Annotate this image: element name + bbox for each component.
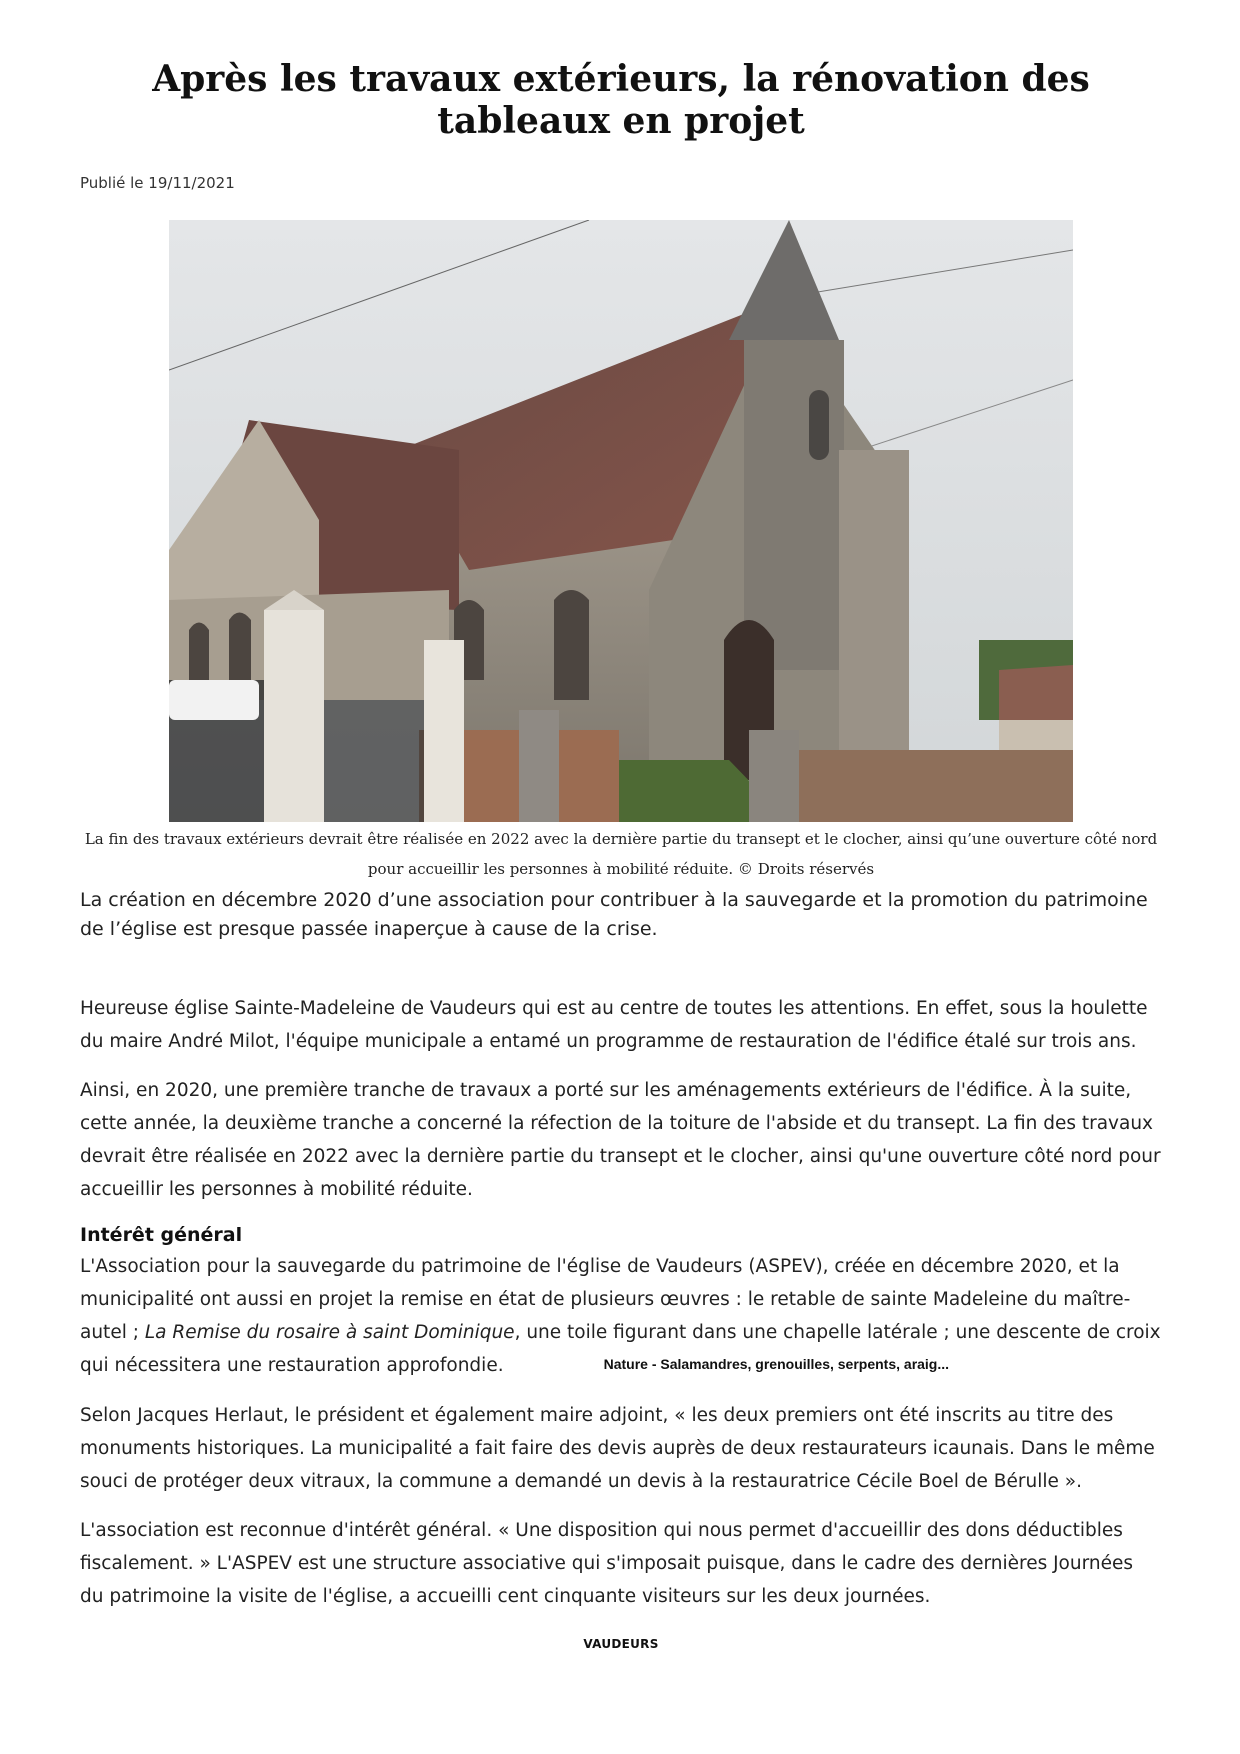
church-photo bbox=[169, 220, 1073, 822]
paragraph-2: Ainsi, en 2020, une première tranche de travaux a porté sur les aménagements extérieurs de l'édifice. À la suite, cette année, la deuxième tranche a concerné la réfection de la toiture de l'abside et du transept. La fin des travaux devrait être réalisée en 2022 avec la dernière partie du transept et le clocher, ainsi qu'une ouverture côté nord pour accueillir les personnes à mobilité réduite. bbox=[80, 1080, 1161, 1200]
promo-link[interactable]: Nature - Salamandres, grenouilles, serpents, araig... bbox=[603, 1356, 950, 1372]
photo-caption: La fin des travaux extérieurs devrait être réalisée en 2022 avec la dernière partie du transept et le clocher, ainsi qu’une ouverture côté nord pour accueillir les personnes à mobilité réduite. © Droits réservés bbox=[84, 830, 1158, 878]
paragraph-3-text-a: L'Association pour la sauvegarde du patrimoine de l'église de Vaudeurs (ASPEV), créée en décembre 2020, et la municipalité ont aussi en projet la remise en état de plusieurs œuvres : le retable de sainte Madeleine du maître-autel ; bbox=[80, 1256, 1131, 1343]
artwork-title: La Remise du rosaire à saint Dominique bbox=[144, 1322, 515, 1343]
paragraph-4: Selon Jacques Herlaut, le président et également maire adjoint, « les deux premiers ont été inscrits au titre des monuments historiques. La municipalité a fait faire des devis auprès de deux restaurateurs icaunais. Dans le même souci de protéger deux vitraux, la commune a demandé un devis à la restauratrice Cécile Boel de Bérulle ». bbox=[80, 1405, 1155, 1492]
paragraph-5: L'association est reconnue d'intérêt général. « Une disposition qui nous permet d'accueillir des dons déductibles fiscalement. » L'ASPEV est une structure associative qui s'imposait puisque, dans le cadre des dernières Journées du patrimoine la visite de l'église, a accueilli cent cinquante visiteurs sur les deux journées. bbox=[80, 1520, 1134, 1607]
article-lead: La création en décembre 2020 d’une association pour contribuer à la sauvegarde et la promotion du patrimoine de l’église est presque passée inaperçue à cause de la crise. bbox=[80, 889, 1148, 940]
paragraph-1: Heureuse église Sainte-Madeleine de Vaudeurs qui est au centre de toutes les attentions. En effet, sous la houlette du maire André Milot, l'équipe municipale a entamé un programme de restauration de l'édifice étalé sur trois ans. bbox=[80, 998, 1148, 1052]
paragraph-3 bbox=[80, 1250, 1162, 1383]
article-title: Après les travaux extérieurs, la rénovation des tableaux en projet bbox=[152, 58, 1090, 142]
paragraph-3-text-b: , une toile figurant dans une chapelle latérale ; une descente de croix qui nécessitera une restauration approfondie. bbox=[80, 1322, 1161, 1376]
publish-date: Publié le 19/11/2021 bbox=[80, 174, 235, 192]
section-heading: Intérêt général bbox=[80, 1224, 243, 1246]
article-figure bbox=[84, 220, 1158, 884]
location-tag[interactable]: VAUDEURS bbox=[583, 1637, 659, 1651]
article bbox=[80, 0, 1162, 1651]
